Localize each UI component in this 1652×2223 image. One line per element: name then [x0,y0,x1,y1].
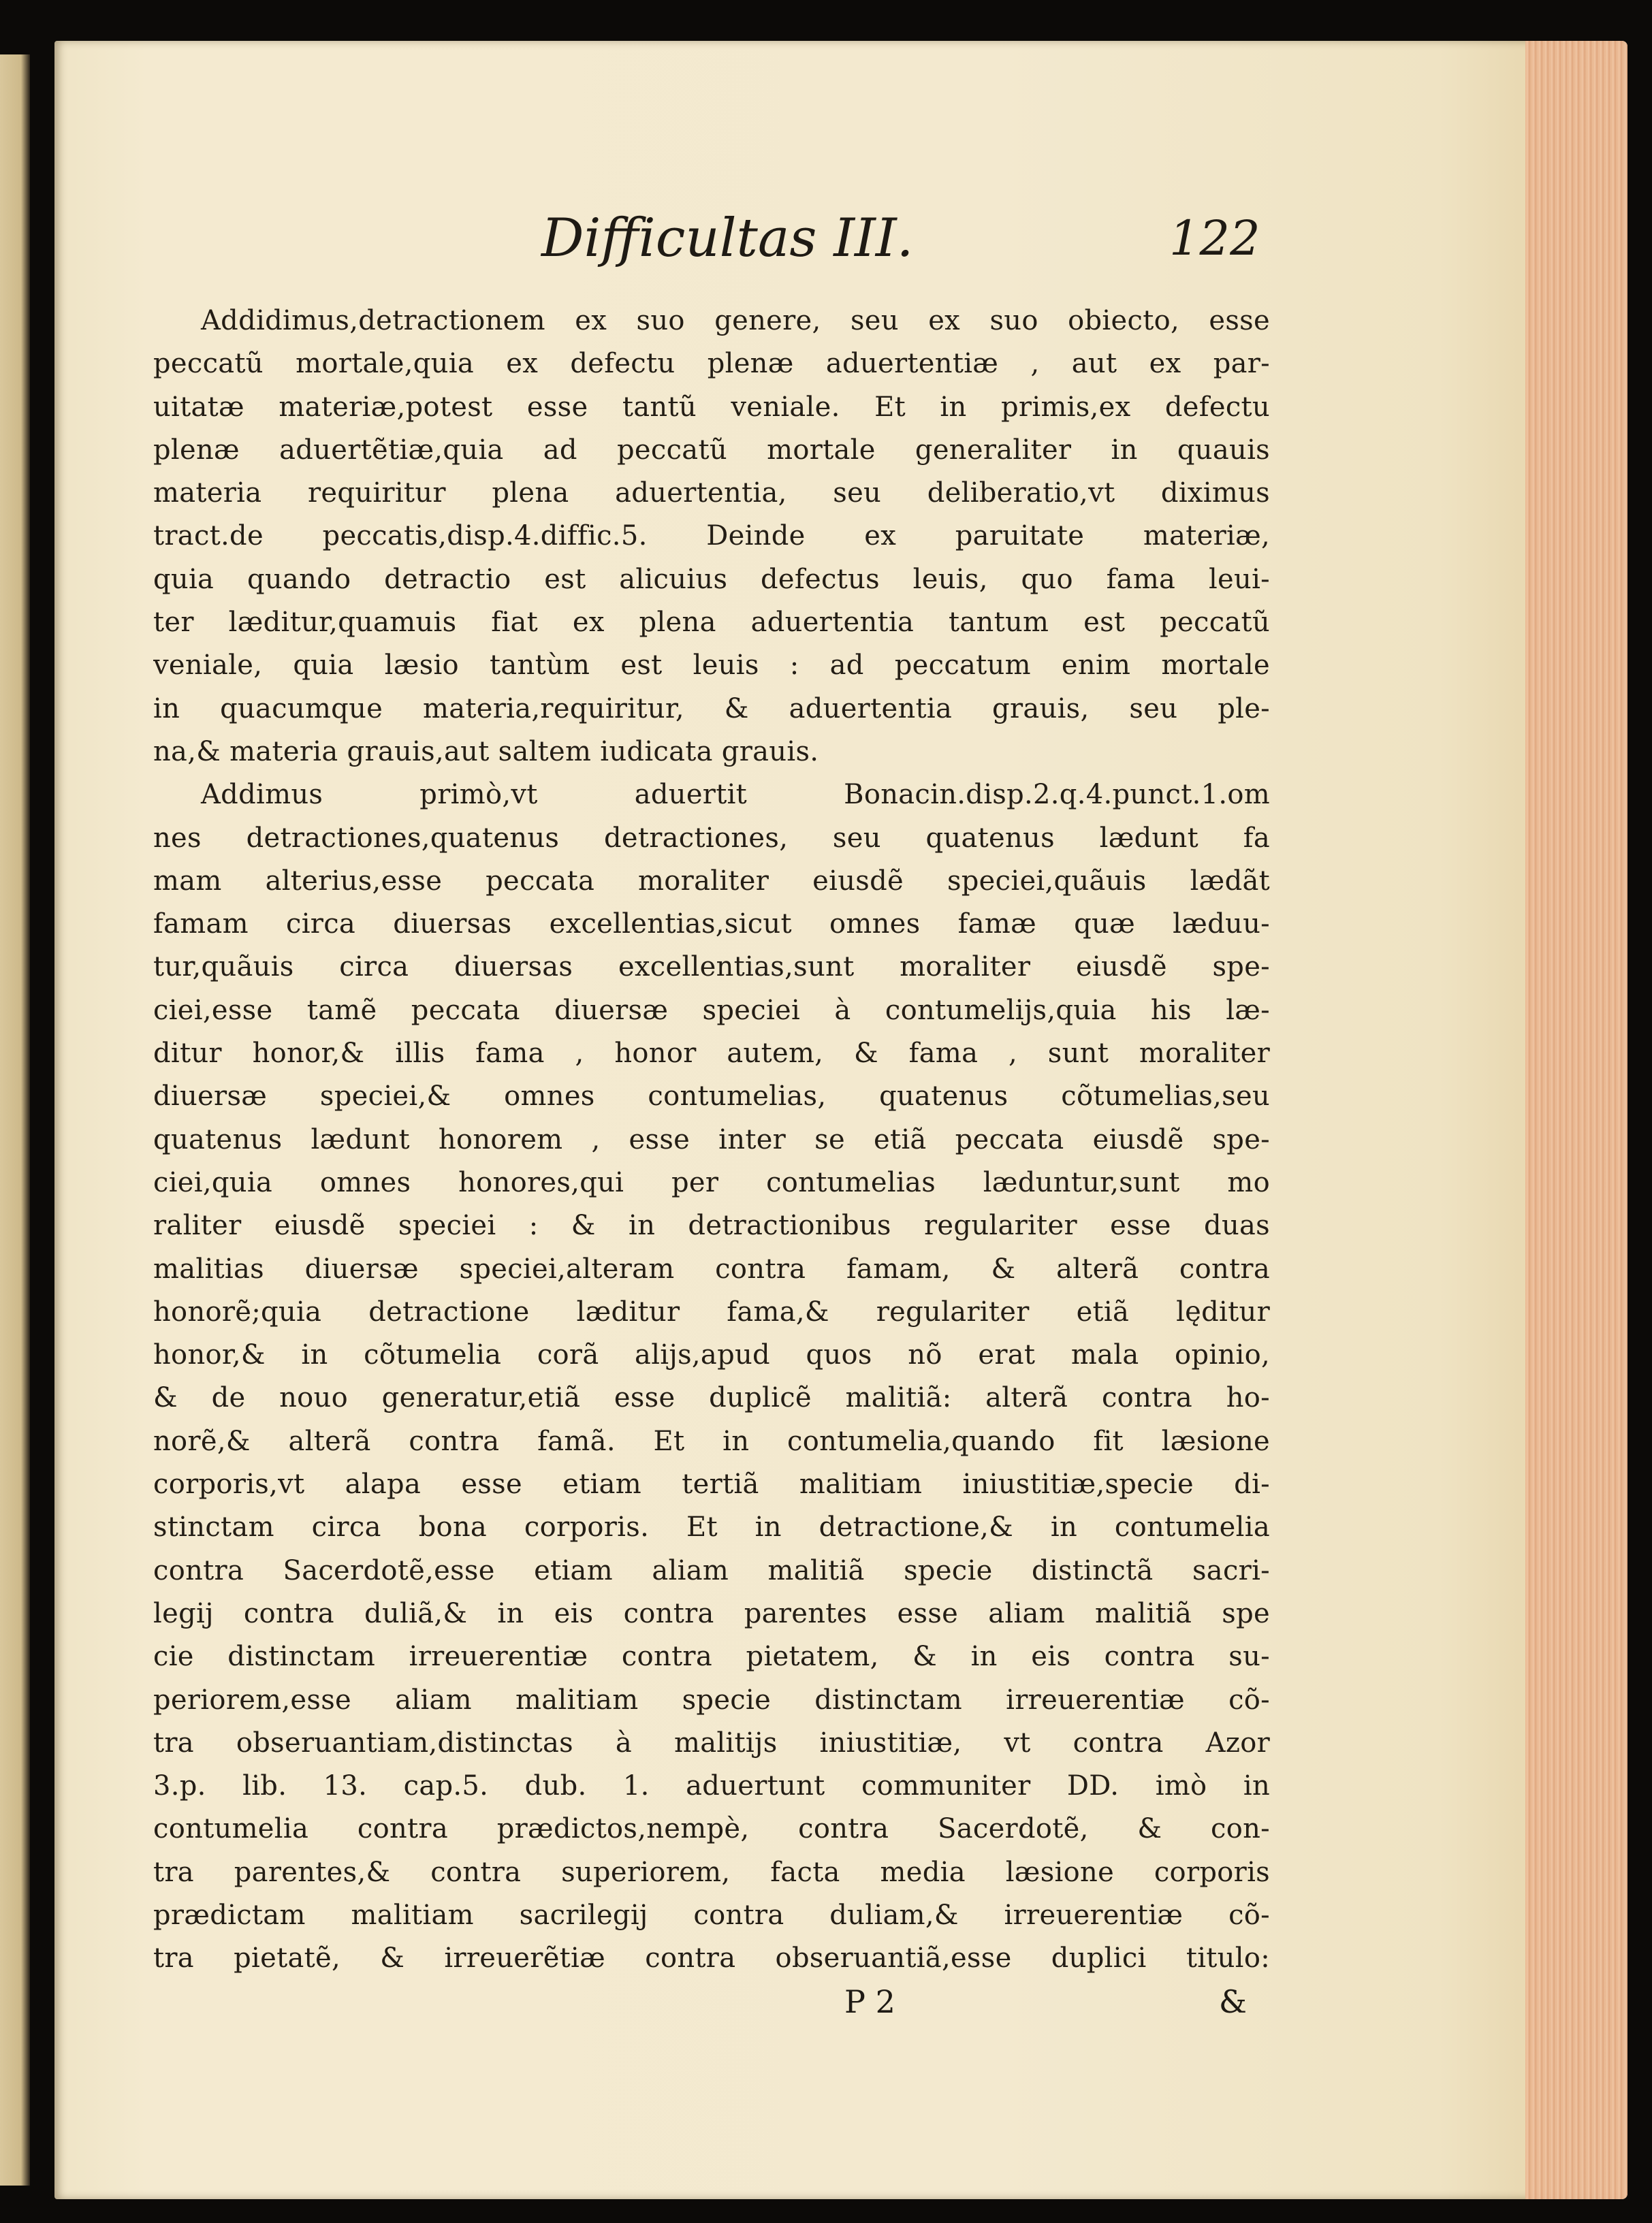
text-line: veniale, quia læsio tantùm est leuis : ad peccatum enim mortale [153,650,1270,682]
text-line: nes detractiones,quatenus detractiones, seu quatenus lædunt fa [153,822,1270,854]
text-line: tur,quãuis circa diuersas excellentias,sunt moraliter eiusdẽ spe- [153,951,1270,983]
text-line: raliter eiusdẽ speciei : & in detractionibus regulariter esse duas [153,1210,1270,1242]
text-line: contra Sacerdotẽ,esse etiam aliam malitiã specie distinctã sacri- [153,1554,1270,1586]
text-line: quatenus lædunt honorem , esse inter se etiã peccata eiusdẽ spe- [153,1123,1270,1155]
page-fore-edge [1525,41,1627,2199]
text-line: prædictam malitiam sacrilegij contra duliam,& irreuerentiæ cõ- [153,1899,1270,1931]
text-line: & de nouo generatur,etiã esse duplicẽ malitiã: alterã contra ho- [153,1382,1270,1414]
text-line: legij contra duliã,& in eis contra parentes esse aliam malitiã spe [153,1597,1270,1629]
text-line: na,& materia grauis,aut saltem iudicata grauis. [153,735,819,767]
text-line: Addidimus,detractionem ex suo genere, seu ex suo obiecto, esse [201,305,1270,336]
text-line: periorem,esse aliam malitiam specie distinctam irreuerentiæ cõ- [153,1684,1270,1716]
text-line: tra parentes,& contra superiorem, facta media læsione corporis [153,1856,1270,1888]
text-line: 3.p. lib. 13. cap.5. dub. 1. aduertunt communiter DD. imò in [153,1770,1270,1802]
text-line: honor,& in cõtumelia corã alijs,apud quos nõ erat mala opinio, [153,1339,1270,1371]
text-line: in quacumque materia,requiritur, & aduertentia grauis, seu ple- [153,692,1270,724]
text-line: honorẽ;quia detractione læditur fama,& regulariter etiã lęditur [153,1296,1270,1328]
text-line: diuersæ speciei,& omnes contumelias, quatenus cõtumelias,seu [153,1081,1270,1113]
running-title: Difficultas III. [541,208,914,269]
text-line: ciei,quia omnes honores,qui per contumelias læduntur,sunt mo [153,1166,1270,1198]
text-line: uitatæ materiæ,potest esse tantũ veniale. Et in primis,ex defectu [153,391,1270,423]
text-line: quia quando detractio est alicuius defectus leuis, quo fama leui- [153,563,1270,595]
text-line: ditur honor,& illis fama , honor autem, & fama , sunt moraliter [153,1038,1270,1070]
text-line: malitias diuersæ speciei,alteram contra famam, & alterã contra [153,1253,1270,1285]
text-line: norẽ,& alterã contra famã. Et in contumelia,quando fit læsione [153,1425,1270,1457]
text-line: peccatũ mortale,quia ex defectu plenæ aduertentiæ , aut ex par- [153,348,1270,380]
text-line: tra pietatẽ, & irreuerẽtiæ contra obseruantiã,esse duplici titulo: [153,1942,1270,1974]
text-line: plenæ aduertẽtiæ,quia ad peccatũ mortale generaliter in quauis [153,434,1270,466]
text-line: contumelia contra prædictos,nempè, contra Sacerdotẽ, & con- [153,1813,1270,1845]
text-line: ter læditur,quamuis fiat ex plena aduertentia tantum est peccatũ [153,607,1270,639]
text-line: tra obseruantiam,distinctas à malitijs iniustitiæ, vt contra Azor [153,1727,1270,1759]
text-line: mam alterius,esse peccata moraliter eiusdẽ speciei,quãuis lædãt [153,865,1270,897]
text-line: corporis,vt alapa esse etiam tertiã malitiam iniustitiæ,specie di- [153,1469,1270,1501]
body-text [153,300,1270,1974]
text-line: tract.de peccatis,disp.4.diffic.5. Deinde ex paruitate materiæ, [153,520,1270,552]
text-line: stinctam circa bona corporis. Et in detractione,& in contumelia [153,1512,1270,1544]
text-line: ciei,esse tamẽ peccata diuersæ speciei à contumelijs,quia his læ- [153,994,1270,1026]
text-line: famam circa diuersas excellentias,sicut omnes famæ quæ læduu- [153,908,1270,940]
page-number: 122 [1169,210,1260,266]
previous-page-edge [0,54,30,2186]
text-line: cie distinctam irreuerentiæ contra pietatem, & in eis contra su- [153,1641,1270,1673]
signature-mark: P 2 [844,1983,895,2020]
text-line: materia requiritur plena aduertentia, seu deliberatio,vt diximus [153,477,1270,509]
text-line: Addimus primò,vt aduertit Bonacin.disp.2.q.4.punct.1.om [201,779,1270,811]
catchword: & [1219,1983,1247,2020]
